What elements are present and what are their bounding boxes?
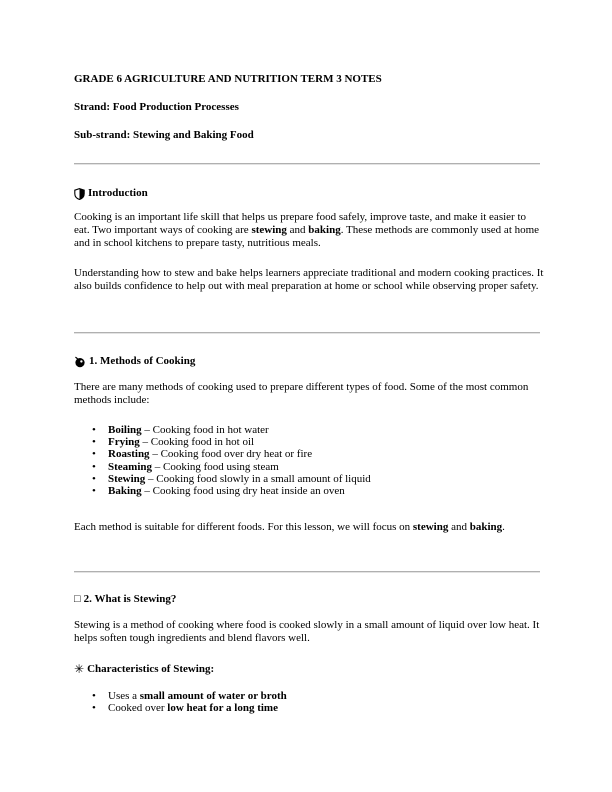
introduction-heading	[74, 187, 148, 200]
methods-paragraph-1: There are many methods of cooking used to prepare different types of food. Some of the most common methods include:	[74, 381, 529, 406]
stewing-characteristics-heading	[74, 663, 214, 676]
strand-heading: Strand: Food Production Processes	[74, 101, 239, 113]
methods-heading-text: 1. Methods of Cooking	[89, 355, 196, 367]
shield-icon	[74, 188, 85, 200]
box-icon: □	[74, 593, 81, 605]
list-item: • Frying – Cooking food in hot oil	[92, 436, 371, 448]
list-item: • Uses a small amount of water or broth	[92, 690, 287, 702]
list-item: • Steaming – Cooking food using steam	[92, 461, 371, 473]
horizontal-divider	[74, 163, 540, 165]
substrand-heading: Sub-strand: Stewing and Baking Food	[74, 129, 254, 141]
list-item: • Boiling – Cooking food in hot water	[92, 424, 371, 436]
methods-paragraph-2: Each method is suitable for different foods. For this lesson, we will focus on stewing and baking.	[74, 521, 505, 533]
stewing-heading	[74, 593, 176, 606]
fire-pot-icon	[74, 356, 86, 368]
stewing-characteristics-list	[92, 690, 287, 714]
horizontal-divider	[74, 571, 540, 573]
methods-heading	[74, 355, 195, 368]
intro-paragraph-2: Understanding how to stew and bake helps learners appreciate traditional and modern cooking practices. It also builds confidence to help out with meal preparation at home or school while observing proper safety.	[74, 267, 544, 292]
stewing-heading-text: 2. What is Stewing?	[83, 593, 177, 605]
list-item: • Roasting – Cooking food over dry heat or fire	[92, 448, 371, 460]
stewing-paragraph: Stewing is a method of cooking where food is cooked slowly in a small amount of liquid over low heat. It helps soften tough ingredients and blend flavors well.	[74, 619, 540, 644]
stewing-characteristics-heading-text: Characteristics of Stewing:	[87, 663, 215, 675]
list-item: • Cooked over low heat for a long time	[92, 702, 287, 714]
horizontal-divider	[74, 332, 540, 334]
intro-paragraph-1: Cooking is an important life skill that helps us prepare food safely, improve taste, and make it easier to eat. Two important ways of cooking are stewing and baking. These methods are commonly used at home and in school kitchens to prepare tasty, nutritious meals.	[74, 211, 540, 249]
list-item: • Stewing – Cooking food slowly in a small amount of liquid	[92, 473, 371, 485]
asterisk-icon: ✳	[74, 662, 85, 676]
introduction-heading-text: Introduction	[88, 187, 148, 199]
list-item: • Baking – Cooking food using dry heat inside an oven	[92, 485, 371, 497]
cooking-methods-list	[92, 424, 371, 497]
document-title: GRADE 6 AGRICULTURE AND NUTRITION TERM 3 NOTES	[74, 73, 382, 85]
